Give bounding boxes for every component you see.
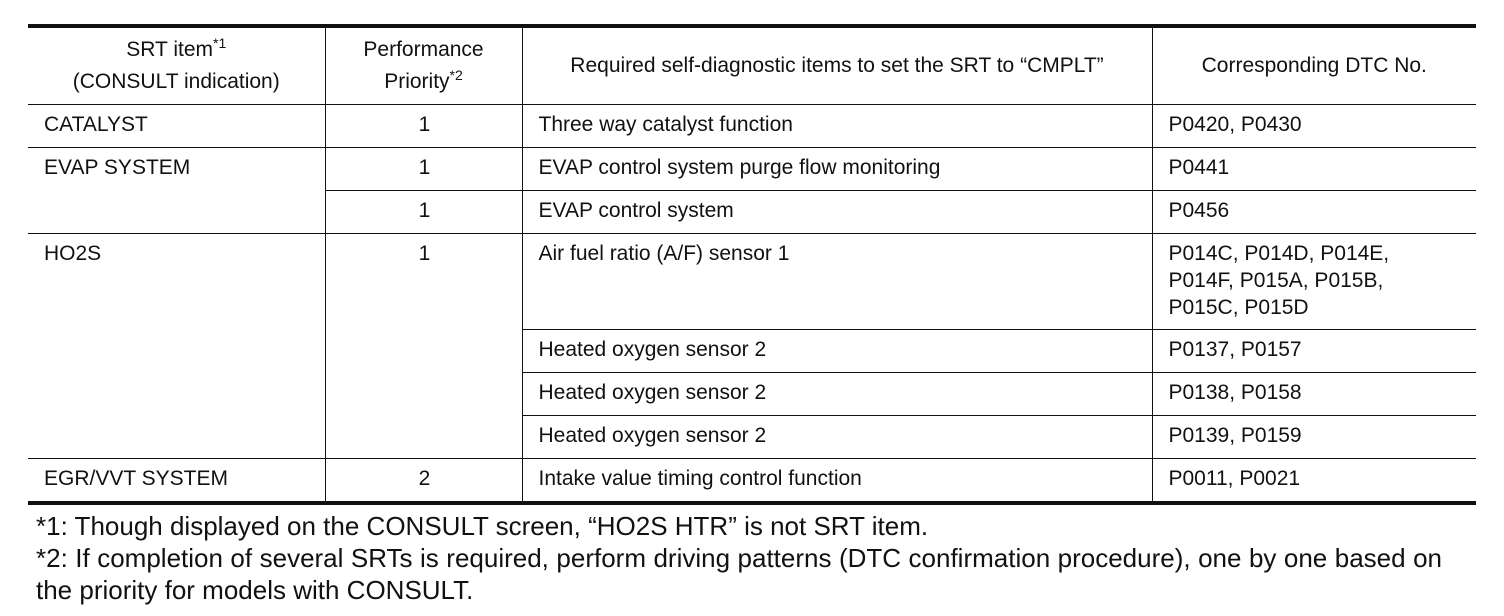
dtc-cell — [1152, 234, 1476, 330]
srt-item-cell: HO2S — [28, 234, 325, 459]
diag-item-cell: Air fuel ratio (A/F) sensor 1 — [522, 234, 1152, 330]
priority-cell: 1 — [325, 148, 522, 191]
header-srt-item — [28, 26, 325, 105]
dtc-cell: P0137, P0157 — [1152, 330, 1476, 373]
dtc-line: P015C, P015D — [1168, 296, 1309, 319]
footnote-1: *1: Though displayed on the CONSULT screen, “HO2S HTR” is not SRT item. — [36, 511, 929, 541]
dtc-line: P014C, P014D, P014E, — [1168, 242, 1390, 265]
dtc-cell: P0420, P0430 — [1152, 105, 1476, 148]
header-required-items: Required self-diagnostic items to set the SRT to “CMPLT” — [522, 26, 1152, 105]
header-priority-footnote: *2 — [449, 67, 463, 83]
table-row — [28, 148, 1476, 191]
diag-item-cell: Intake value timing control function — [522, 459, 1152, 504]
srt-item-cell: EGR/VVT SYSTEM — [28, 459, 325, 504]
header-priority-label-2: Priority — [384, 70, 450, 93]
dtc-cell: P0139, P0159 — [1152, 416, 1476, 459]
dtc-cell: P0138, P0158 — [1152, 373, 1476, 416]
dtc-cell: P0441 — [1152, 148, 1476, 191]
header-row — [28, 26, 1476, 105]
diag-item-cell: Heated oxygen sensor 2 — [522, 373, 1152, 416]
dtc-cell: P0011, P0021 — [1152, 459, 1476, 504]
priority-cell: 2 — [325, 459, 522, 504]
header-srt-item-label: SRT item — [126, 38, 213, 61]
srt-item-cell: EVAP SYSTEM — [28, 148, 325, 234]
dtc-line: P014F, P015A, P015B, — [1168, 269, 1384, 292]
footnote-2: *2: If completion of several SRTs is required, perform driving patterns (DTC confirmation procedure), one by one based on the priority for models with CONSULT. — [36, 543, 1442, 605]
diag-item-cell: EVAP control system purge flow monitoring — [522, 148, 1152, 191]
table-row — [28, 459, 1476, 504]
priority-cell: 1 — [325, 234, 522, 459]
dtc-cell: P0456 — [1152, 191, 1476, 234]
priority-cell: 1 — [325, 191, 522, 234]
header-srt-item-sub: (CONSULT indication) — [72, 70, 280, 93]
srt-item-cell: CATALYST — [28, 105, 325, 148]
table-row — [28, 105, 1476, 148]
diag-item-cell: Three way catalyst function — [522, 105, 1152, 148]
diag-item-cell: Heated oxygen sensor 2 — [522, 330, 1152, 373]
header-priority-label: Performance — [363, 38, 484, 61]
footnotes — [36, 510, 1442, 606]
priority-cell: 1 — [325, 105, 522, 148]
diag-item-cell: EVAP control system — [522, 191, 1152, 234]
header-priority — [325, 26, 522, 105]
header-srt-item-footnote: *1 — [213, 35, 227, 51]
srt-table — [28, 24, 1476, 505]
table-row — [28, 234, 1476, 330]
header-dtc: Corresponding DTC No. — [1152, 26, 1476, 105]
diag-item-cell: Heated oxygen sensor 2 — [522, 416, 1152, 459]
